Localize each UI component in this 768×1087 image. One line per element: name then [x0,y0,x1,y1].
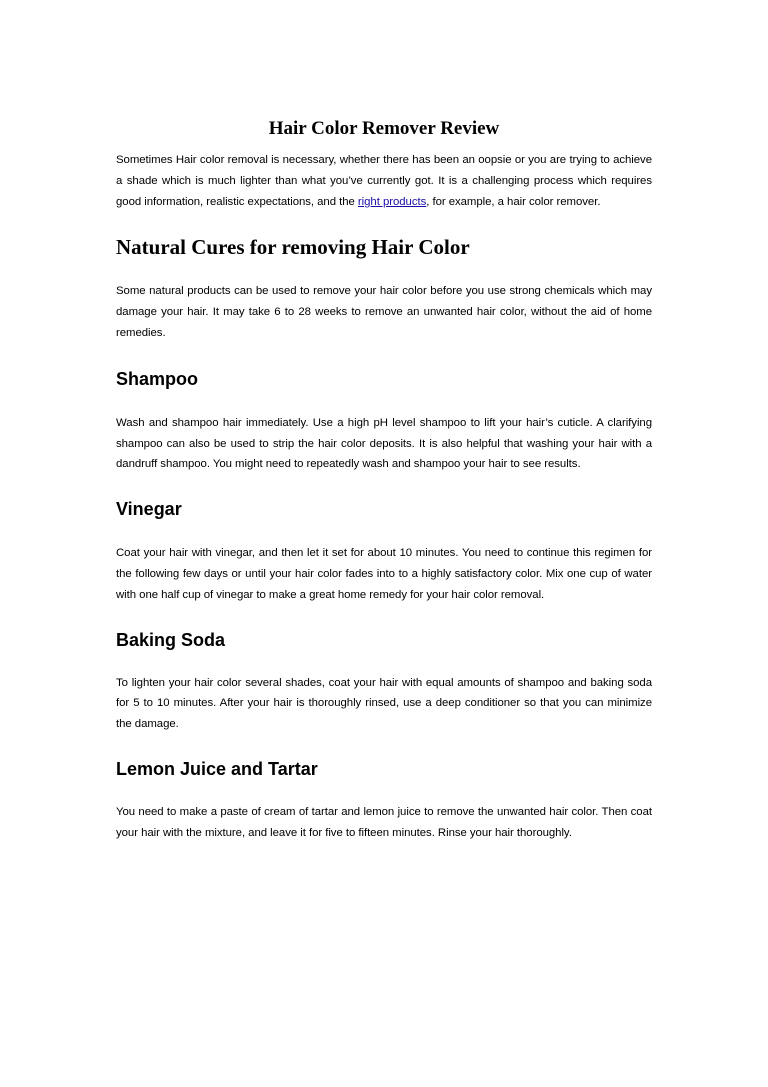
document-body [116,116,652,844]
right-products-link[interactable]: right products [357,195,427,208]
section-heading-natural-cures: Natural Cures for removing Hair Color [116,235,470,260]
section-body-baking-soda: To lighten your hair color several shades, coat your hair with equal amounts of shampoo and baking soda for 5 to 10 minutes. After your hair is thoroughly rinsed, use a deep conditioner so that you can minimize the damage. [116,676,652,731]
section-heading-vinegar: Vinegar [116,499,182,520]
intro-text-before-link: Sometimes Hair color removal is necessary, whether there has been an oopsie or you are trying to achieve a shade which is much lighter than what you’ve currently got. It is a challenging process which requires good information, realistic expectations, and the [116,154,652,208]
section-body-natural-cures: Some natural products can be used to remove your hair color before you use strong chemicals which may damage your hair. It may take 6 to 28 weeks to remove an unwanted hair color, without the aid of home remedies. [116,285,652,339]
section-body-vinegar: Coat your hair with vinegar, and then let it set for about 10 minutes. You need to continue this regimen for the following few days or until your hair color fades into to a highly satisfactory color. Mix one cup of water with one half cup of vinegar to make a great home remedy for your hair color removal. [116,547,652,601]
section-heading-shampoo: Shampoo [116,368,199,389]
document-title: Hair Color Remover Review [268,118,500,139]
section-body-shampoo: Wash and shampoo hair immediately. Use a high pH level shampoo to lift your hair’s cuticle. A clarifying shampoo can also be used to strip the hair color deposits. It is also helpful that washing your hair with a dandruff shampoo. You might need to repeatedly wash and shampoo your hair to see results. [116,416,652,471]
section-heading-lemon-juice-tartar: Lemon Juice and Tartar [116,758,318,779]
section-heading-baking-soda: Baking Soda [116,629,226,650]
intro-paragraph [116,150,652,212]
intro-text-after-link: , for example, a hair color remover. [426,195,601,208]
section-body-lemon-juice-tartar: You need to make a paste of cream of tartar and lemon juice to remove the unwanted hair color. Then coat your hair with the mixture, and leave it for five to fifteen minutes. Rinse your hair thoroughly. [116,805,652,839]
